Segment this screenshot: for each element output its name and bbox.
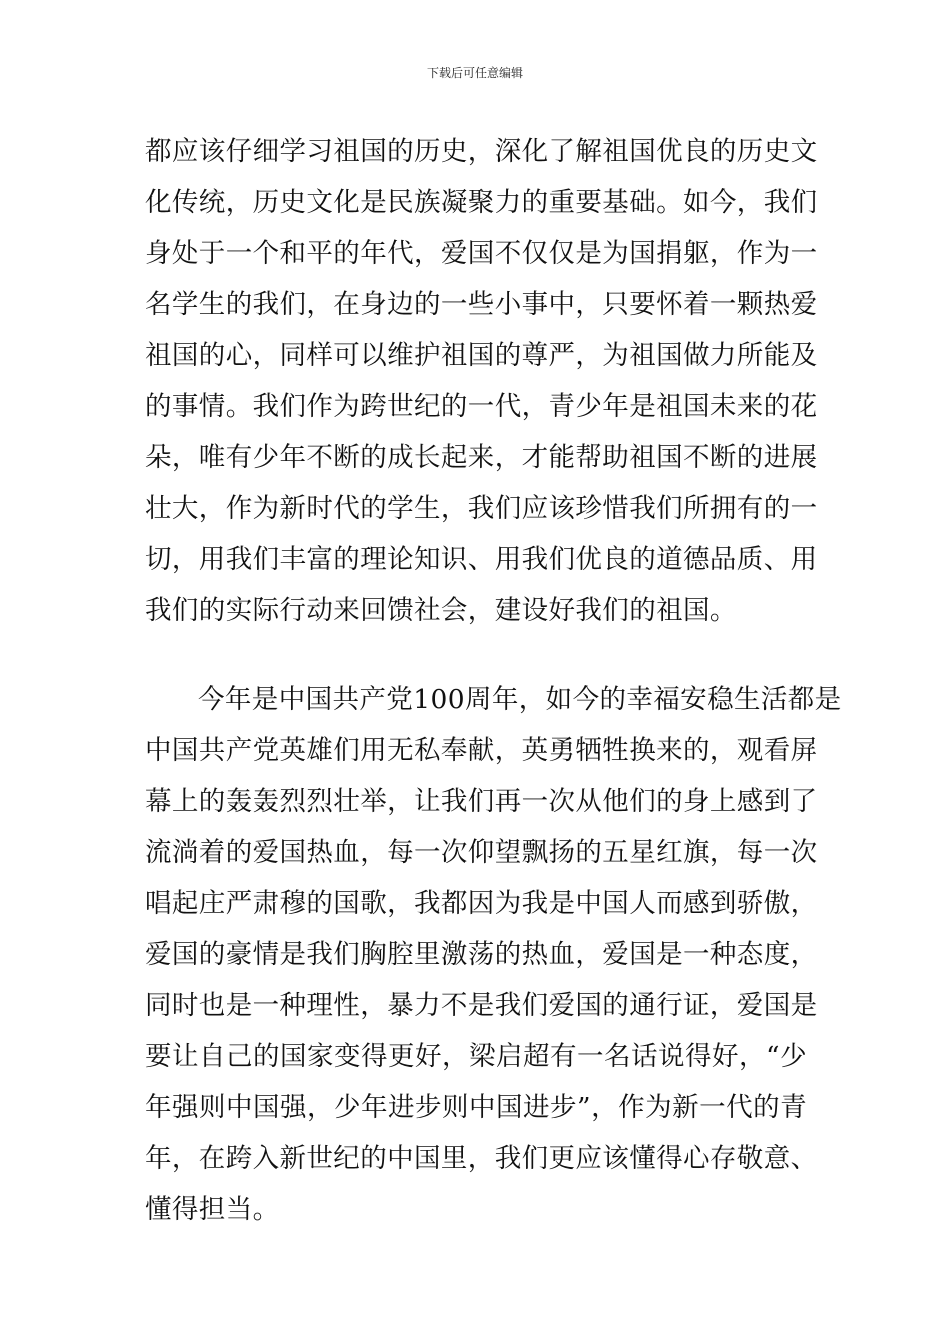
paragraph-2 <box>145 674 842 1235</box>
paragraph-line: 年，在跨入新世纪的中国里，我们更应该懂得心存敬意、 <box>145 1143 818 1174</box>
paragraph-line: 懂得担当。 <box>145 1194 280 1225</box>
paragraph-1 <box>145 126 818 636</box>
paragraph-line: 同时也是一种理性，暴力不是我们爱国的通行证，爱国是 <box>145 990 818 1021</box>
paragraph-line: 朵，唯有少年不断的成长起来，才能帮助祖国不断的进展 <box>145 442 818 473</box>
paragraph-line: 要让自己的国家变得更好，梁启超有一名话说得好，“少 <box>145 1041 807 1072</box>
paragraph-line: 年强则中国强，少年进步则中国进步”，作为新一代的青 <box>145 1092 807 1123</box>
paragraph-line: 都应该仔细学习祖国的历史，深化了解祖国优良的历史文 <box>145 136 818 167</box>
paragraph-line: 的事情。我们作为跨世纪的一代，青少年是祖国未来的花 <box>145 391 818 422</box>
paragraph-line: 唱起庄严肃穆的国歌，我都因为我是中国人而感到骄傲， <box>145 888 818 919</box>
paragraph-line: 我们的实际行动来回馈社会，建设好我们的祖国。 <box>145 595 737 626</box>
paragraph-line: 切，用我们丰富的理论知识、用我们优良的道德品质、用 <box>145 544 818 575</box>
paragraph-line: 名学生的我们，在身边的一些小事中，只要怀着一颗热爱 <box>145 289 818 320</box>
paragraph-line: 中国共产党英雄们用无私奉献，英勇牺牲换来的，观看屏 <box>145 735 818 766</box>
paragraph-line: 幕上的轰轰烈烈壮举，让我们再一次从他们的身上感到了 <box>145 786 818 817</box>
paragraph-line: 流淌着的爱国热血，每一次仰望飘扬的五星红旗，每一次 <box>145 837 818 868</box>
paragraph-line: 今年是中国共产党100周年，如今的幸福安稳生活都是 <box>198 684 842 715</box>
paragraph-line: 爱国的豪情是我们胸腔里激荡的热血，爱国是一种态度， <box>145 939 818 970</box>
paragraph-line: 化传统，历史文化是民族凝聚力的重要基础。如今，我们 <box>145 187 818 218</box>
paragraph-line: 壮大，作为新时代的学生，我们应该珍惜我们所拥有的一 <box>145 493 818 524</box>
paragraph-line: 身处于一个和平的年代，爱国不仅仅是为国捐躯，作为一 <box>145 238 818 269</box>
page-header-note: 下载后可任意编辑 <box>426 66 523 80</box>
paragraph-line: 祖国的心，同样可以维护祖国的尊严，为祖国做力所能及 <box>145 340 818 371</box>
